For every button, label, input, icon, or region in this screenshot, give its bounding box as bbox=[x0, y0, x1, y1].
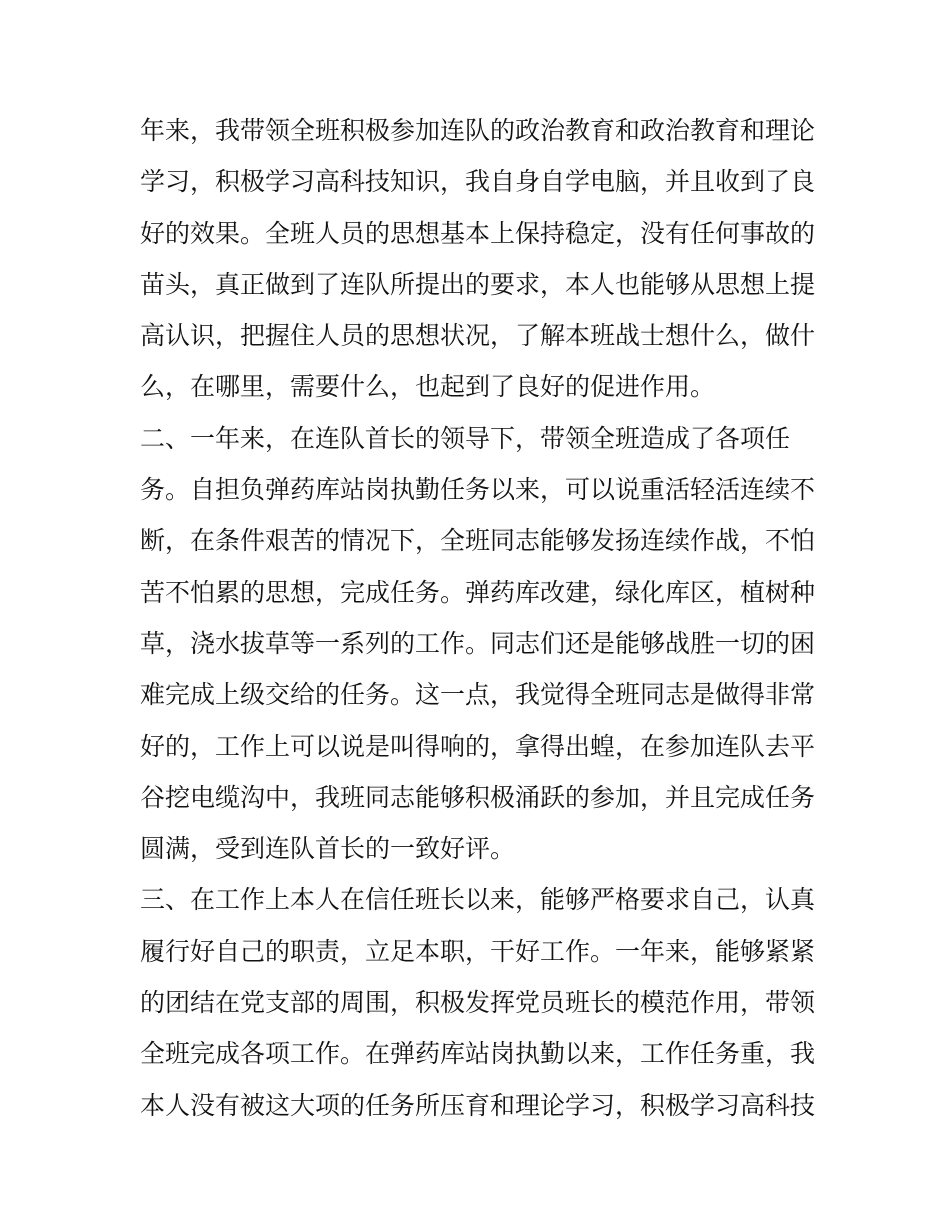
text-line: 二、一年来，在连队首长的领导下，带领全班造成了各项任 bbox=[140, 423, 791, 453]
document-body bbox=[140, 105, 820, 1131]
text-line: 草，浇水拔草等一系列的工作。同志们还是能够战胜一切的困 bbox=[140, 628, 816, 658]
text-line: 断，在条件艰苦的情况下，全班同志能够发扬连续作战，不怕 bbox=[140, 526, 816, 556]
text-line: 本人没有被这大项的任务所压育和理论学习，积极学习高科技 bbox=[140, 1090, 816, 1120]
text-line: 苦不怕累的思想，完成任务。弹药库改建，绿化库区，植树种 bbox=[140, 577, 816, 607]
text-line: 难完成上级交给的任务。这一点，我觉得全班同志是做得非常 bbox=[140, 680, 816, 710]
text-line: 务。自担负弹药库站岗执勤任务以来，可以说重活轻活连续不 bbox=[140, 475, 816, 505]
text-line: 的团结在党支部的周围，积极发挥党员班长的模范作用，带领 bbox=[140, 988, 816, 1018]
text-line: 好的效果。全班人员的思想基本上保持稳定，没有任何事故的 bbox=[140, 218, 816, 248]
text-line: 好的，工作上可以说是叫得响的，拿得出蝗，在参加连队去平 bbox=[140, 731, 816, 761]
text-line: 学习，积极学习高科技知识，我自身自学电脑，并且收到了良 bbox=[140, 167, 816, 197]
text-line: 年来，我带领全班积极参加连队的政治教育和政治教育和理论 bbox=[140, 116, 816, 145]
text-line: 三、在工作上本人在信任班长以来，能够严格要求自己，认真 bbox=[140, 885, 816, 915]
text-line: 高认识，把握住人员的思想状况，了解本班战士想什么，做什 bbox=[140, 321, 816, 351]
text-line: 谷挖电缆沟中，我班同志能够积极涌跃的参加，并且完成任务 bbox=[140, 782, 816, 812]
text-line: 么，在哪里，需要什么，也起到了良好的促进作用。 bbox=[140, 372, 716, 402]
text-line: 履行好自己的职责，立足本职，干好工作。一年来，能够紧紧 bbox=[140, 936, 816, 966]
text-line: 全班完成各项工作。在弹药库站岗执勤以来，工作任务重，我 bbox=[140, 1039, 816, 1069]
text-line: 圆满，受到连队首长的一致好评。 bbox=[140, 834, 516, 864]
text-line: 苗头，真正做到了连队所提出的要求，本人也能够从思想上提 bbox=[140, 269, 816, 299]
